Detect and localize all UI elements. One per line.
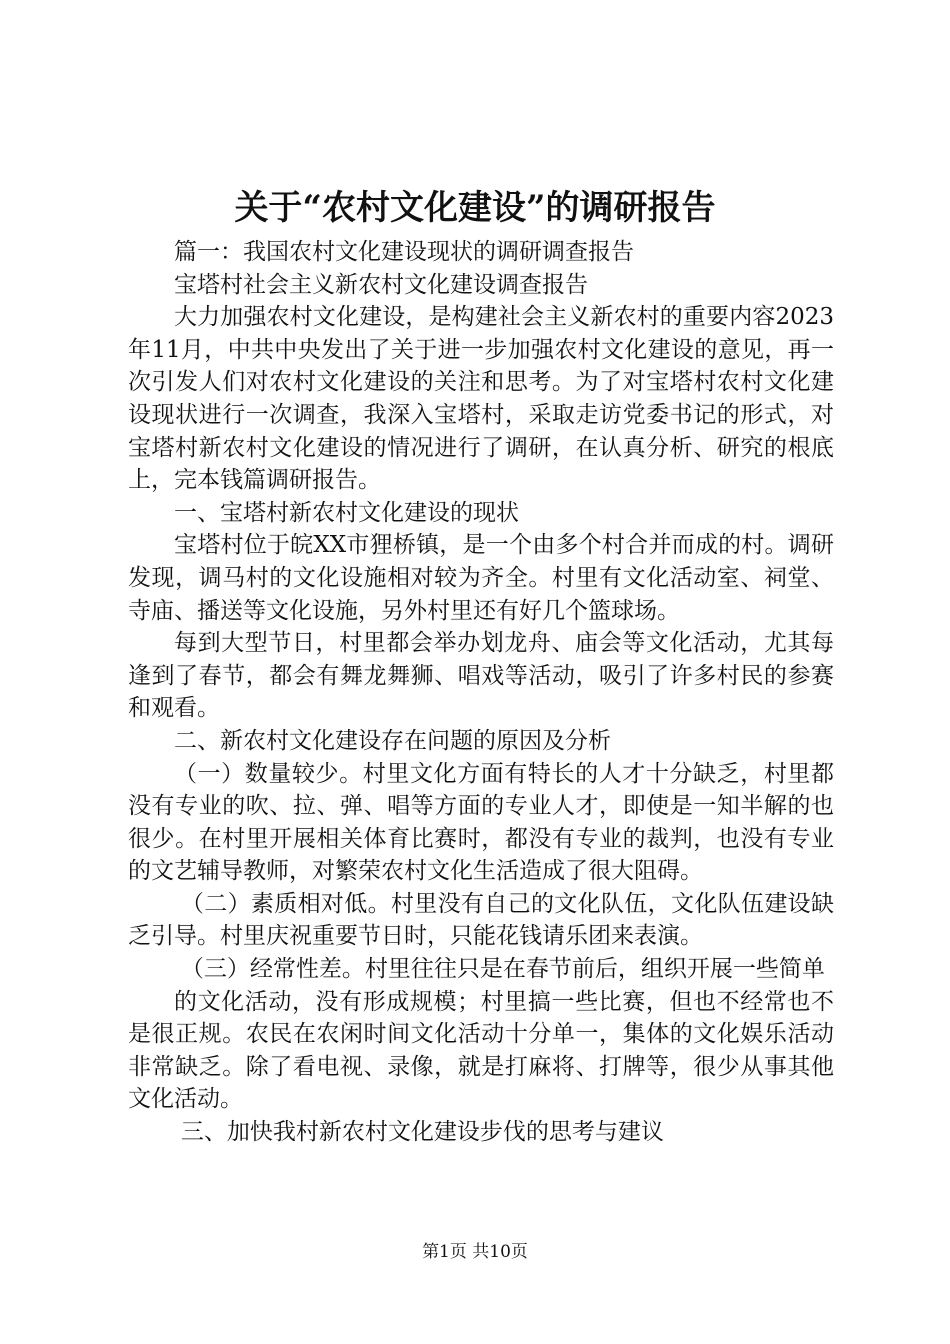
paragraph-status-festivals: 每到大型节日，村里都会举办划龙舟、庙会等文化活动，尤其每逢到了春节，都会有舞龙舞狮、唱戏等活动，吸引了许多村民的参赛和观看。 — [128, 630, 834, 722]
section-heading-problems: 二、新农村文化建设存在问题的原因及分析 — [174, 727, 611, 754]
paragraph-problem-regularity: （三）经常性差。村里往往只是在春节前后，组织开展一些简单 — [180, 956, 825, 983]
paragraph-chapter-heading: 篇一：我国农村文化建设现状的调研调查报告 — [174, 239, 634, 265]
paragraph-status-facilities: 宝塔村位于皖XX市狸桥镇，是一个由多个村合并而成的村。调研发现，调马村的文化设施相对较为齐全。村里有文化活动室、祠堂、寺庙、播送等文化设施，另外村里还有好几个篮球场。 — [128, 532, 834, 624]
page-number-footer: 第1页 共10页 — [422, 1242, 528, 1262]
paragraph-problem-quantity: （一）数量较少。村里文化方面有特长的人才十分缺乏，村里都没有专业的吹、拉、弹、唱等方面的专业人才，即使是一知半解的也很少。在村里开展相关体育比赛时，都没有专业的裁判，也没有专业的文艺辅导教师，对繁荣农村文化生活造成了很大阻碍。 — [128, 760, 834, 885]
paragraph-problem-regularity-cont: 的文化活动，没有形成规模；村里搞一些比赛，但也不经常也不是很正规。农民在农闲时间文化活动十分单一，集体的文化娱乐活动非常缺乏。除了看电视、录像，就是打麻将、打牌等，很少从事其他文化活动。 — [128, 988, 834, 1113]
paragraph-intro: 大力加强农村文化建设，是构建社会主义新农村的重要内容2023年11月，中共中央发出了关于进一步加强农村文化建设的意见，再一次引发人们对农村文化建设的关注和思考。为了对宝塔村农村文化建设现状进行一次调查，我深入宝塔村，采取走访党委书记的形式，对宝塔村新农村文化建设的情况进行了调研，在认真分析、研究的根底上，完本钱篇调研报告。 — [128, 304, 834, 494]
paragraph-problem-quality: （二）素质相对低。村里没有自己的文化队伍，文化队伍建设缺乏引导。村里庆祝重要节日时，只能花钱请乐团来表演。 — [128, 890, 834, 950]
paragraph-subtitle: 宝塔村社会主义新农村文化建设调查报告 — [174, 271, 588, 298]
document-title: 关于“农村文化建设”的调研报告 — [234, 188, 716, 228]
section-heading-status: 一、宝塔村新农村文化建设的现状 — [174, 499, 519, 526]
section-heading-suggestions: 三、加快我村新农村文化建设步伐的思考与建议 — [180, 1119, 664, 1146]
document-body — [128, 236, 834, 1149]
